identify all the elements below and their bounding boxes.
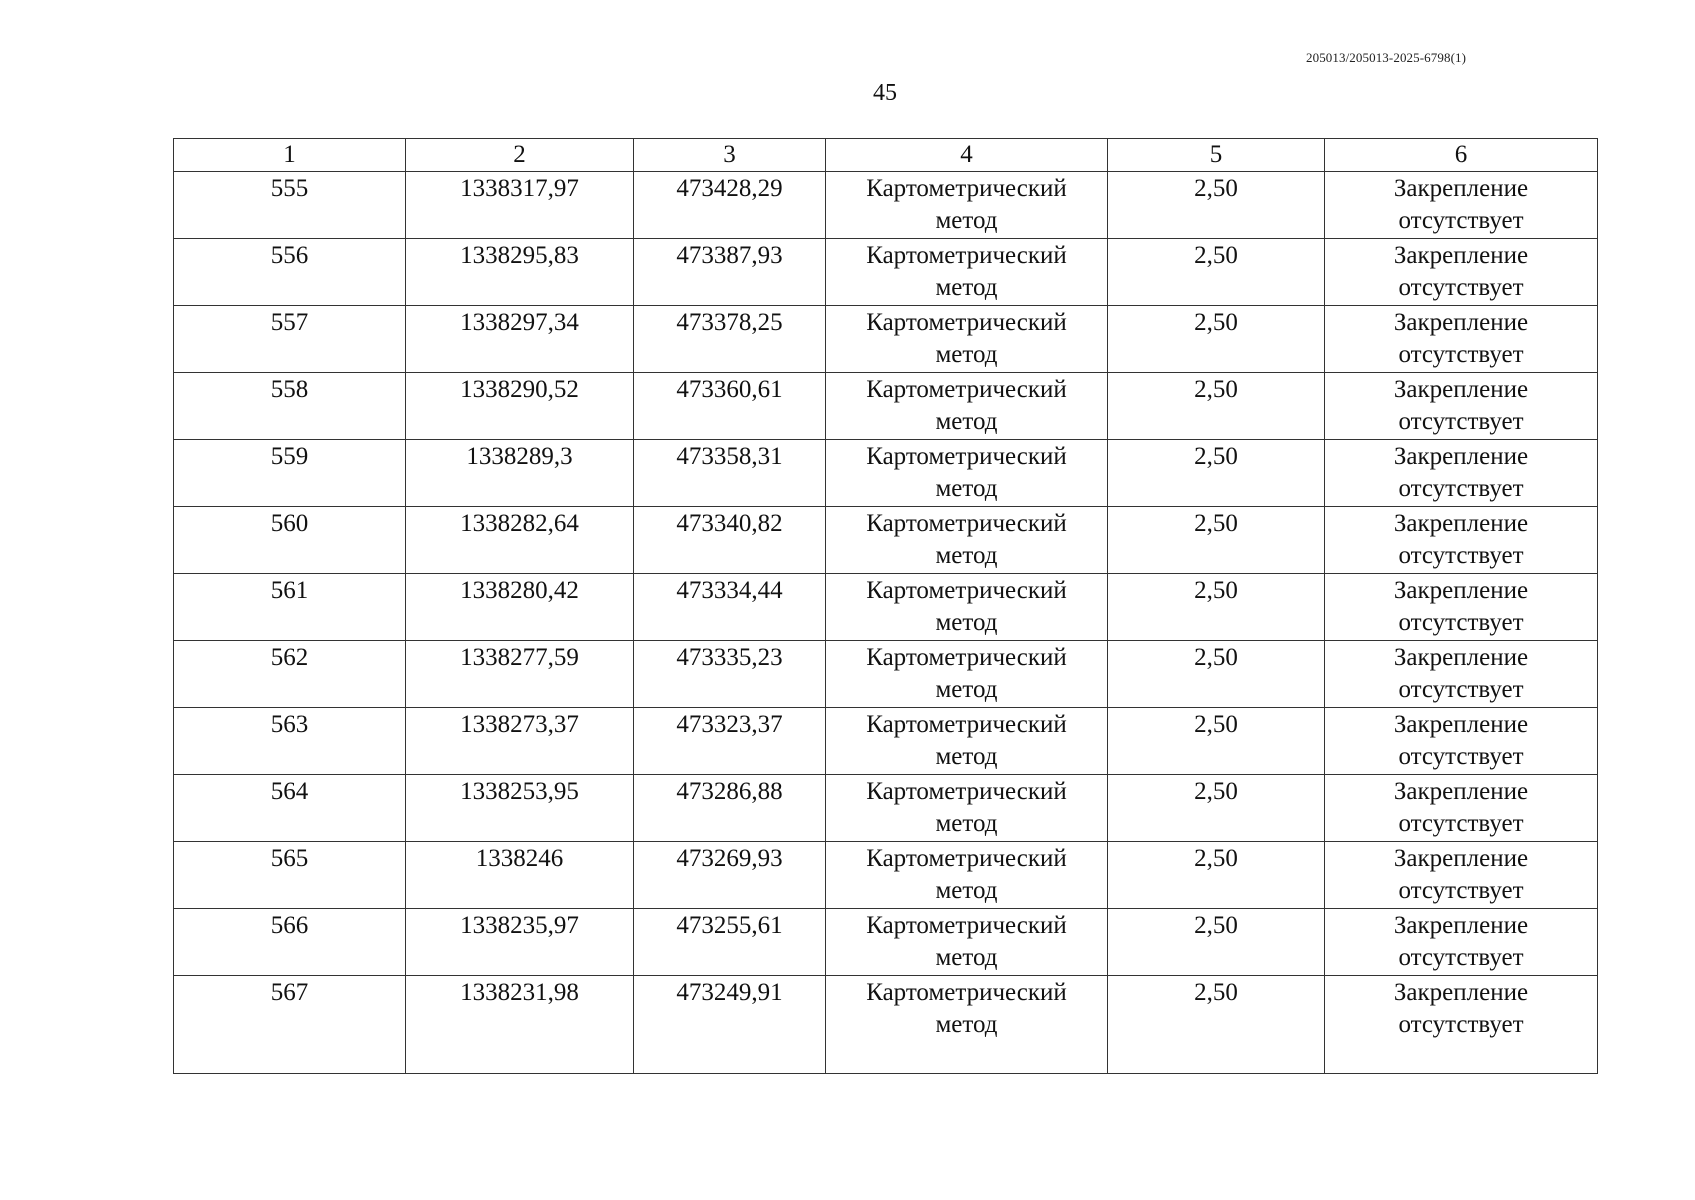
y-coordinate-cell: 473269,93 (634, 842, 826, 909)
column-header: 3 (634, 139, 826, 172)
x-coordinate-cell: 1338297,34 (406, 306, 634, 373)
fixing-cell-line: отсутствует (1398, 341, 1524, 368)
precision-cell: 2,50 (1108, 842, 1325, 909)
method-cell (826, 641, 1108, 708)
fixing-cell-line: отсутствует (1398, 475, 1524, 502)
x-coordinate-cell: 1338253,95 (406, 775, 634, 842)
precision-cell: 2,50 (1108, 507, 1325, 574)
method-cell-line: метод (935, 944, 998, 971)
precision-cell: 2,50 (1108, 239, 1325, 306)
fixing-cell-line: отсутствует (1398, 944, 1524, 971)
method-cell (826, 172, 1108, 239)
point-number-cell: 567 (174, 976, 406, 1074)
fixing-cell-line: Закрепление (1393, 644, 1529, 671)
fixing-cell-line: Закрепление (1393, 711, 1529, 738)
x-coordinate-cell: 1338317,97 (406, 172, 634, 239)
x-coordinate-cell: 1338290,52 (406, 373, 634, 440)
x-coordinate-cell: 1338231,98 (406, 976, 634, 1074)
table-row (174, 172, 1598, 239)
table-row (174, 842, 1598, 909)
method-cell (826, 507, 1108, 574)
method-cell-line: метод (935, 743, 998, 770)
method-cell (826, 373, 1108, 440)
fixing-cell-line: Закрепление (1393, 510, 1529, 537)
precision-cell: 2,50 (1108, 641, 1325, 708)
point-number-cell: 556 (174, 239, 406, 306)
method-cell-line: метод (935, 542, 998, 569)
fixing-cell (1325, 842, 1598, 909)
precision-cell: 2,50 (1108, 574, 1325, 641)
fixing-cell-line: отсутствует (1398, 207, 1524, 234)
table-row (174, 775, 1598, 842)
table-row (174, 239, 1598, 306)
method-cell-line: метод (935, 877, 998, 904)
fixing-cell (1325, 306, 1598, 373)
fixing-cell-line: отсутствует (1398, 743, 1524, 770)
fixing-cell (1325, 909, 1598, 976)
x-coordinate-cell: 1338289,3 (406, 440, 634, 507)
precision-cell: 2,50 (1108, 440, 1325, 507)
y-coordinate-cell: 473255,61 (634, 909, 826, 976)
page-number: 45 (873, 80, 897, 106)
point-number-cell: 560 (174, 507, 406, 574)
x-coordinate-cell: 1338273,37 (406, 708, 634, 775)
method-cell-line: метод (935, 810, 998, 837)
precision-cell: 2,50 (1108, 775, 1325, 842)
table-header-row (174, 139, 1598, 172)
method-cell-line: метод (935, 475, 998, 502)
x-coordinate-cell: 1338246 (406, 842, 634, 909)
table-row (174, 909, 1598, 976)
point-number-cell: 557 (174, 306, 406, 373)
table-row (174, 306, 1598, 373)
fixing-cell (1325, 775, 1598, 842)
precision-cell: 2,50 (1108, 172, 1325, 239)
point-number-cell: 564 (174, 775, 406, 842)
method-cell-line: Картометрический (866, 577, 1067, 604)
method-cell-line: метод (935, 408, 998, 435)
column-header: 6 (1325, 139, 1598, 172)
point-number-cell: 562 (174, 641, 406, 708)
fixing-cell-line: отсутствует (1398, 408, 1524, 435)
y-coordinate-cell: 473387,93 (634, 239, 826, 306)
fixing-cell (1325, 440, 1598, 507)
method-cell (826, 574, 1108, 641)
fixing-cell-line: Закрепление (1393, 242, 1529, 269)
point-number-cell: 565 (174, 842, 406, 909)
method-cell-line: Картометрический (866, 845, 1067, 872)
method-cell (826, 239, 1108, 306)
fixing-cell (1325, 708, 1598, 775)
fixing-cell (1325, 574, 1598, 641)
precision-cell: 2,50 (1108, 976, 1325, 1074)
x-coordinate-cell: 1338235,97 (406, 909, 634, 976)
method-cell-line: Картометрический (866, 711, 1067, 738)
fixing-cell-line: отсутствует (1398, 676, 1524, 703)
y-coordinate-cell: 473286,88 (634, 775, 826, 842)
method-cell (826, 708, 1108, 775)
method-cell-line: метод (935, 676, 998, 703)
fixing-cell-line: отсутствует (1398, 877, 1524, 904)
table-row (174, 708, 1598, 775)
y-coordinate-cell: 473358,31 (634, 440, 826, 507)
method-cell-line: Картометрический (866, 242, 1067, 269)
method-cell-line: Картометрический (866, 175, 1067, 202)
y-coordinate-cell: 473335,23 (634, 641, 826, 708)
y-coordinate-cell: 473334,44 (634, 574, 826, 641)
column-header: 2 (406, 139, 634, 172)
coordinates-table (173, 138, 1598, 1074)
method-cell-line: Картометрический (866, 510, 1067, 537)
method-cell-line: Картометрический (866, 376, 1067, 403)
method-cell-line: Картометрический (866, 979, 1067, 1006)
y-coordinate-cell: 473428,29 (634, 172, 826, 239)
fixing-cell-line: отсутствует (1398, 542, 1524, 569)
fixing-cell (1325, 976, 1598, 1074)
column-header: 1 (174, 139, 406, 172)
method-cell-line: Картометрический (866, 443, 1067, 470)
table-row (174, 976, 1598, 1074)
point-number-cell: 558 (174, 373, 406, 440)
y-coordinate-cell: 473360,61 (634, 373, 826, 440)
y-coordinate-cell: 473249,91 (634, 976, 826, 1074)
table-row (174, 440, 1598, 507)
fixing-cell-line: Закрепление (1393, 845, 1529, 872)
fixing-cell-line: Закрепление (1393, 309, 1529, 336)
y-coordinate-cell: 473323,37 (634, 708, 826, 775)
table-body (174, 172, 1598, 1074)
x-coordinate-cell: 1338280,42 (406, 574, 634, 641)
method-cell-line: метод (935, 274, 998, 301)
fixing-cell-line: отсутствует (1398, 810, 1524, 837)
fixing-cell-line: Закрепление (1393, 778, 1529, 805)
method-cell-line: метод (935, 1011, 998, 1038)
column-header: 4 (826, 139, 1108, 172)
method-cell (826, 842, 1108, 909)
fixing-cell (1325, 373, 1598, 440)
method-cell-line: Картометрический (866, 644, 1067, 671)
fixing-cell-line: Закрепление (1393, 912, 1529, 939)
method-cell-line: Картометрический (866, 912, 1067, 939)
x-coordinate-cell: 1338282,64 (406, 507, 634, 574)
fixing-cell-line: Закрепление (1393, 577, 1529, 604)
method-cell (826, 306, 1108, 373)
fixing-cell-line: Закрепление (1393, 376, 1529, 403)
method-cell (826, 775, 1108, 842)
precision-cell: 2,50 (1108, 373, 1325, 440)
fixing-cell-line: Закрепление (1393, 979, 1529, 1006)
fixing-cell (1325, 172, 1598, 239)
fixing-cell-line: Закрепление (1393, 443, 1529, 470)
method-cell (826, 976, 1108, 1074)
method-cell-line: метод (935, 609, 998, 636)
point-number-cell: 566 (174, 909, 406, 976)
precision-cell: 2,50 (1108, 909, 1325, 976)
y-coordinate-cell: 473340,82 (634, 507, 826, 574)
fixing-cell (1325, 641, 1598, 708)
x-coordinate-cell: 1338295,83 (406, 239, 634, 306)
method-cell-line: метод (935, 341, 998, 368)
table-row (174, 507, 1598, 574)
point-number-cell: 563 (174, 708, 406, 775)
point-number-cell: 559 (174, 440, 406, 507)
table-row (174, 641, 1598, 708)
method-cell-line: метод (935, 207, 998, 234)
y-coordinate-cell: 473378,25 (634, 306, 826, 373)
column-header: 5 (1108, 139, 1325, 172)
table-row (174, 373, 1598, 440)
fixing-cell (1325, 507, 1598, 574)
fixing-cell-line: отсутствует (1398, 609, 1524, 636)
fixing-cell-line: Закрепление (1393, 175, 1529, 202)
method-cell-line: Картометрический (866, 778, 1067, 805)
point-number-cell: 555 (174, 172, 406, 239)
point-number-cell: 561 (174, 574, 406, 641)
precision-cell: 2,50 (1108, 708, 1325, 775)
document-id: 205013/205013-2025-6798(1) (1306, 50, 1467, 65)
precision-cell: 2,50 (1108, 306, 1325, 373)
method-cell (826, 909, 1108, 976)
method-cell (826, 440, 1108, 507)
fixing-cell (1325, 239, 1598, 306)
fixing-cell-line: отсутствует (1398, 1011, 1524, 1038)
x-coordinate-cell: 1338277,59 (406, 641, 634, 708)
table-row (174, 574, 1598, 641)
method-cell-line: Картометрический (866, 309, 1067, 336)
fixing-cell-line: отсутствует (1398, 274, 1524, 301)
